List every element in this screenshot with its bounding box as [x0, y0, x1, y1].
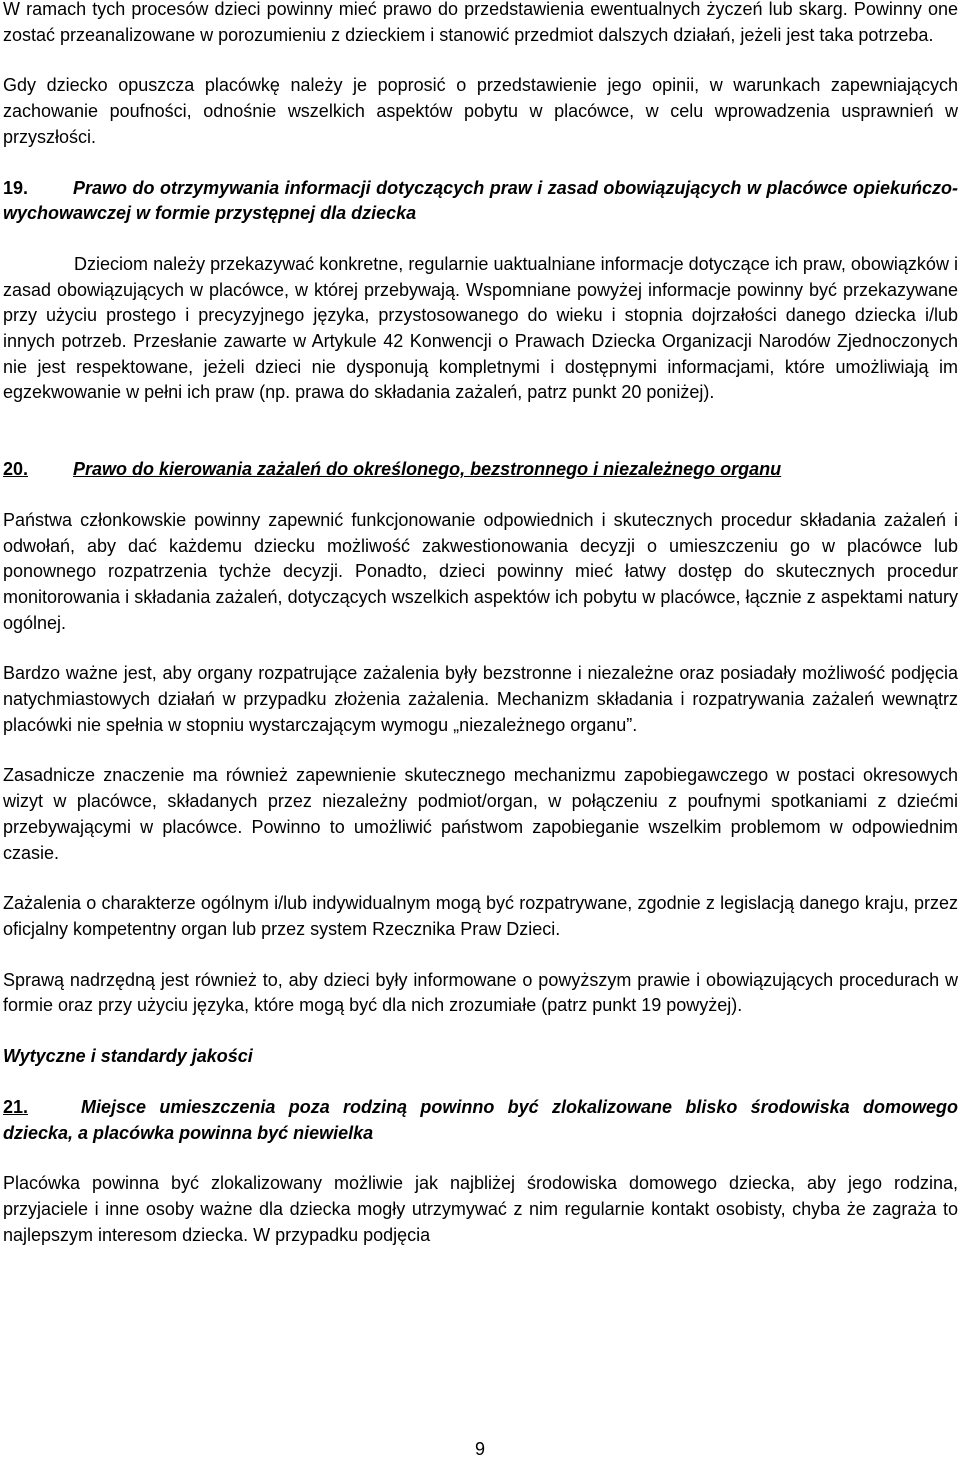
paragraph-intro-1: W ramach tych procesów dzieci powinny mieć prawo do przedstawienia ewentualnych życzeń lub skarg. Powinny one zostać przeanalizowane w porozumieniu z dzieckiem i stanowić przedmiot dalszych działań, jeżeli jest taka potrzeba. [3, 0, 958, 45]
section-19-number: 19. [3, 177, 29, 198]
section-21-number: 21. [3, 1096, 29, 1117]
guidelines-heading: Wytyczne i standardy jakości [3, 1046, 253, 1067]
section-20-paragraph-3: Zasadnicze znaczenie ma również zapewnienie skutecznego mechanizmu zapobiegawczego w postaci okresowych wizyt w placówce, składanych przez niezależny podmiot/organ, w połączeniu z poufnymi spotkaniami z dziećmi przebywającymi w placówce. Powinno to umożliwić państwom zapobieganie wszelkim problemom w odpowiednim czasie. [3, 765, 958, 863]
section-20-paragraph-4: Zażalenia o charakterze ogólnym i/lub indywidualnym mogą być rozpatrywane, zgodnie z legislacją danego kraju, przez oficjalny kompetentny organ lub przez system Rzecznika Praw Dzieci. [3, 893, 958, 939]
section-19-paragraph-1: Dzieciom należy przekazywać konkretne, regularnie uaktualniane informacje dotyczące ich praw, obowiązków i zasad obowiązujących w placówce, w której przebywają. Wspomniane powyżej informacje powinny być przekazywane przy użyciu prostego i precyzyjnego języka, przystosowanego do wieku i stopnia dojrzałości danego dziecka i/lub innych potrzeb. Przesłanie zawarte w Artykule 42 Konwencji o Prawach Dziecka Organizacji Narodów Zjednoczonych nie jest respektowane, jeżeli dzieci nie dysponują kompletnymi i dostępnymi informacjami, które umożliwiają im egzekwowanie w pełni ich praw (np. prawa do składania zażaleń, patrz punkt 20 poniżej). [3, 253, 958, 403]
section-20-heading [3, 457, 958, 483]
section-21-paragraph-1: Placówka powinna być zlokalizowany możliwie jak najbliżej środowiska domowego dziecka, aby jego rodzina, przyjaciele i inne osoby ważne dla dziecka mogły utrzymywać z nim regularnie kontakt osobisty, chyba że zagraża to najlepszym interesom dziecka. W przypadku podjęcia [3, 1173, 958, 1245]
paragraph-intro-2: Gdy dziecko opuszcza placówkę należy je poprosić o przedstawienie jego opinii, w warunkach zapewniających zachowanie poufności, odnośnie wszelkich aspektów pobytu w placówce, w celu wprowadzenia usprawnień w przyszłości. [3, 75, 958, 147]
section-21-heading [3, 1095, 958, 1146]
section-21-title: Miejsce umieszczenia poza rodziną powinno być zlokalizowane blisko środowiska domowego dziecka, a placówka powinna być niewielka [3, 1096, 958, 1143]
page-number: 9 [474, 1439, 485, 1459]
section-19-heading [3, 176, 958, 227]
section-20-paragraph-1: Państwa członkowskie powinny zapewnić funkcjonowanie odpowiednich i skutecznych procedur składania zażaleń i odwołań, aby dać każdemu dziecku możliwość zakwestionowania decyzji o umieszczeniu go w placówce lub ponownego rozpatrzenia tychże decyzji. Ponadto, dzieci powinny mieć łatwy dostęp do skutecznych procedur monitorowania i składania zażaleń, dotyczących wszelkich aspektów ich pobytu w placówce, łącznie z aspektami natury ogólnej. [3, 509, 958, 633]
document-page [3, 0, 958, 1248]
section-19-title: Prawo do otrzymywania informacji dotyczących praw i zasad obowiązujących w placówce opiekuńczo-wychowawczej w formie przystępnej dla dziecka [3, 177, 958, 224]
section-20-paragraph-2: Bardzo ważne jest, aby organy rozpatrujące zażalenia były bezstronne i niezależne oraz posiadały możliwość podjęcia natychmiastowych działań w przypadku złożenia zażalenia. Mechanizm składania i rozpatrywania zażaleń wewnątrz placówki nie spełnia w stopniu wystarczającym wymogu „niezależnego organu”. [3, 663, 958, 735]
section-20-title: Prawo do kierowania zażaleń do określonego, bezstronnego i niezależnego organu [73, 459, 782, 480]
section-20-paragraph-5: Sprawą nadrzędną jest również to, aby dzieci były informowane o powyższym prawie i obowiązujących procedurach w formie oraz przy użyciu języka, które mogą być dla nich zrozumiałe (patrz punkt 19 powyżej). [3, 969, 958, 1016]
section-20-number: 20. [3, 459, 29, 480]
